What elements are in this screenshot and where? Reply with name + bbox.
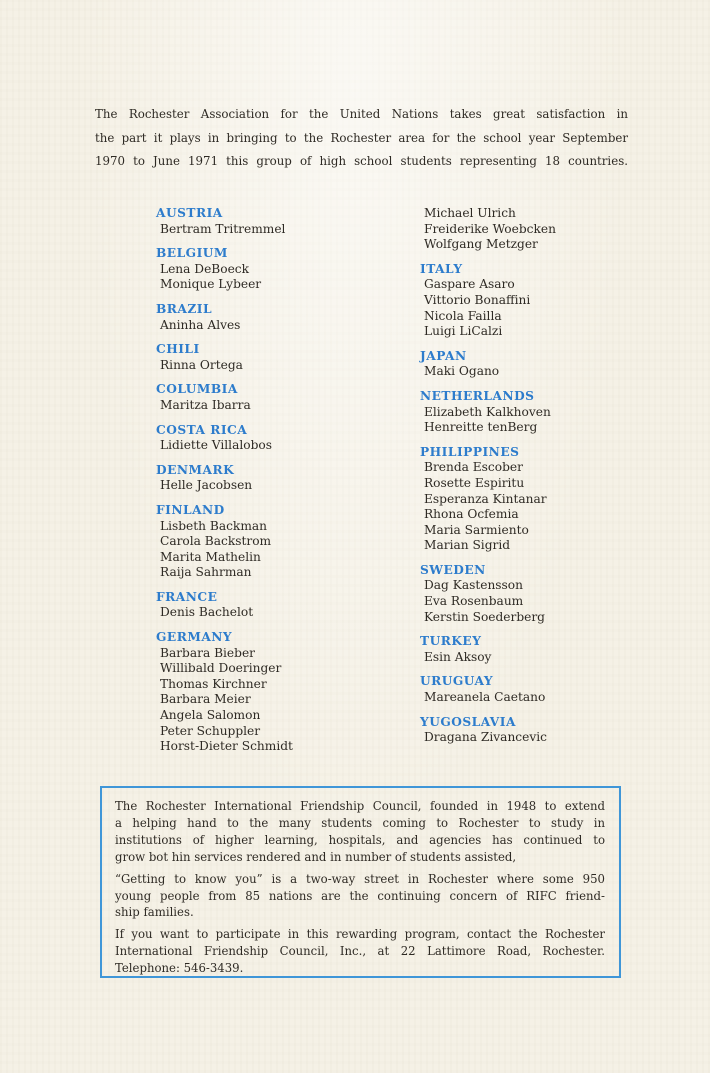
intro-line: 1970 to June 1971 this group of high school students representing 18 countries.: [95, 154, 628, 168]
country-heading: GERMANY: [156, 630, 233, 645]
rifc-line: institutions of higher learning, hospitals, and agencies has continued to: [115, 832, 605, 847]
student-name: Bertram Tritremmel: [160, 221, 286, 236]
intro-paragraph: [95, 103, 628, 174]
rifc-paragraph: [115, 871, 605, 922]
country-group: [420, 206, 672, 253]
student-name: Lidiette Villalobos: [160, 438, 272, 453]
country-heading: URUGUAY: [420, 674, 494, 689]
student-name: Rosette Espiritu: [424, 475, 525, 490]
student-name: Nicola Failla: [424, 308, 502, 323]
student-name: Angela Salomon: [160, 708, 261, 723]
country-heading: BRAZIL: [156, 301, 213, 316]
student-name: Gaspare Asaro: [424, 277, 515, 292]
country-heading: SWEDEN: [420, 562, 486, 577]
country-heading: JAPAN: [420, 348, 467, 363]
country-heading: AUSTRIA: [156, 206, 223, 220]
rifc-line: International Friendship Council, Inc., at 22 Lattimore Road, Rochester.: [115, 944, 605, 959]
rifc-line: ship families.: [115, 905, 194, 920]
student-name: Rinna Ortega: [160, 357, 243, 372]
country-heading: DENMARK: [156, 462, 235, 477]
student-name: Wolfgang Metzger: [424, 237, 538, 252]
country-heading: CHILI: [156, 342, 200, 357]
country-group: [420, 445, 672, 554]
student-name: Marita Mathelin: [160, 549, 261, 564]
rifc-line: young people from 85 nations are the continuing concern of RIFC friend-: [115, 888, 605, 903]
rifc-line: If you want to participate in this rewarding program, contact the Rochester: [115, 927, 605, 942]
student-name: Maritza Ibarra: [160, 397, 251, 412]
rifc-line: Telephone: 546-3439.: [115, 961, 244, 976]
student-name: Esin Aksoy: [424, 649, 492, 664]
student-name: Eva Rosenbaum: [424, 594, 524, 609]
student-name: Maki Ogano: [424, 364, 500, 379]
rifc-line: “Getting to know you” is a two-way street in Rochester where some 950: [115, 871, 605, 886]
country-group: [156, 463, 408, 494]
country-group: [156, 590, 408, 621]
country-group: [156, 503, 408, 581]
student-name: Horst-Dieter Schmidt: [160, 739, 293, 754]
country-heading: FRANCE: [156, 589, 218, 604]
country-group: [420, 715, 672, 746]
country-heading: YUGOSLAVIA: [420, 714, 516, 729]
country-group: [156, 342, 408, 373]
country-group: [420, 674, 672, 705]
student-name: Helle Jacobsen: [160, 478, 253, 493]
country-group: [420, 262, 672, 340]
intro-line: the part it plays in bringing to the Rochester area for the school year September: [95, 130, 628, 145]
student-name: Barbara Bieber: [160, 645, 255, 660]
rifc-line: a helping hand to the many students coming to Rochester to study in: [115, 815, 605, 830]
student-name: Michael Ulrich: [424, 206, 516, 220]
country-group: [156, 423, 408, 454]
student-name: Esperanza Kintanar: [424, 491, 547, 506]
country-heading: TURKEY: [420, 634, 482, 649]
country-group: [156, 382, 408, 413]
student-name: Henreitte tenBerg: [424, 420, 538, 435]
student-name: Dragana Zivancevic: [424, 730, 547, 745]
country-heading: COLUMBIA: [156, 382, 238, 397]
country-heading: NETHERLANDS: [420, 388, 535, 403]
rifc-paragraph: [115, 798, 605, 866]
country-group: [156, 206, 408, 237]
student-name: Vittorio Bonaffini: [424, 292, 531, 307]
roster-column-right: [420, 206, 672, 755]
student-name: Rhona Ocfemia: [424, 507, 519, 522]
country-group: [156, 302, 408, 333]
student-name: Barbara Meier: [160, 692, 251, 707]
country-group: [156, 246, 408, 293]
student-name: Carola Backstrom: [160, 534, 272, 549]
student-name: Lena DeBoeck: [160, 261, 249, 276]
student-name: Peter Schuppler: [160, 723, 261, 738]
student-name: Maria Sarmiento: [424, 522, 529, 537]
country-heading: ITALY: [420, 261, 463, 276]
student-name: Thomas Kirchner: [160, 676, 267, 691]
student-name: Kerstin Soederberg: [424, 609, 545, 624]
student-name: Lisbeth Backman: [160, 518, 267, 533]
country-group: [156, 630, 408, 755]
student-name: Luigi LiCalzi: [424, 324, 503, 339]
student-name: Aninha Alves: [160, 317, 241, 332]
student-name: Dag Kastensson: [424, 578, 523, 593]
student-name: Raija Sahrman: [160, 565, 252, 580]
country-group: [420, 634, 672, 665]
country-heading: PHILIPPINES: [420, 444, 520, 459]
country-heading: BELGIUM: [156, 246, 228, 261]
country-heading: FINLAND: [156, 502, 225, 517]
country-group: [420, 389, 672, 436]
rifc-info-box: [100, 786, 621, 978]
rifc-paragraph: [115, 926, 605, 977]
roster-column-left: [156, 206, 408, 764]
student-name: Willibald Doeringer: [160, 661, 282, 676]
student-name: Freiderike Woebcken: [424, 221, 556, 236]
country-group: [420, 563, 672, 625]
intro-line: The Rochester Association for the United Nations takes great satisfaction in: [95, 107, 628, 121]
student-name: Elizabeth Kalkhoven: [424, 404, 551, 419]
rifc-line: grow bot hin services rendered and in number of students assisted,: [115, 849, 517, 864]
student-name: Marian Sigrid: [424, 538, 511, 553]
country-group: [420, 349, 672, 380]
rifc-line: The Rochester International Friendship Council, founded in 1948 to extend: [115, 799, 605, 813]
student-name: Mareanela Caetano: [424, 690, 546, 705]
student-name: Denis Bachelot: [160, 605, 254, 620]
student-name: Monique Lybeer: [160, 277, 262, 292]
student-name: Brenda Escober: [424, 460, 523, 475]
country-heading: COSTA RICA: [156, 422, 248, 437]
